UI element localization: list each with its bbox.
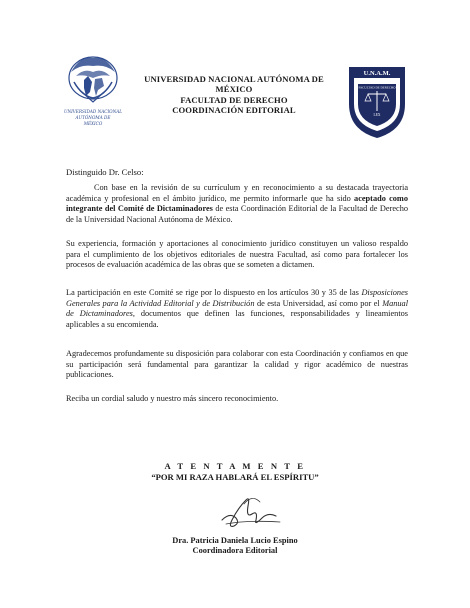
institution-heading xyxy=(128,74,340,116)
paragraph-1-bold: aceptado como integrante del Comité de Dictaminadores xyxy=(66,193,408,214)
signer-title: Coordinadora Editorial xyxy=(192,546,278,556)
paragraph-3-text-mid: de esta Universidad, así como por el xyxy=(254,298,383,308)
paragraph-1-text-end: de esta Coordinación Editorial de la Facultad de Derecho de la Universidad Nacional Autónoma de México. xyxy=(66,204,408,224)
paragraph-2: Su experiencia, formación y aportaciones al conocimiento jurídico constituyen un valioso respaldo para el cumplimiento de los objetivos editoriales de nuestra Facultad, así como para fortalecer los procesos de evaluación académica de las obras que se someten a dictamen. xyxy=(66,239,408,270)
shield-motto-text: LEX xyxy=(373,113,381,117)
paragraph-3-italic-2: Manual de Dictaminadores xyxy=(66,298,408,319)
closing-block xyxy=(120,461,350,483)
heading-line-2: MÉXICO xyxy=(215,84,253,95)
signer-block xyxy=(120,536,350,557)
seal-text-line-3: MÉXICO xyxy=(83,121,103,126)
paragraph-1 xyxy=(66,183,408,225)
shield-top-text: U.N.A.M. xyxy=(363,70,391,77)
faculty-shield-logo xyxy=(346,64,408,140)
signer-name: Dra. Patricia Daniela Lucio Espino xyxy=(172,536,298,545)
paragraph-5: Reciba un cordial saludo y nuestro más sincero reconocimiento. xyxy=(66,394,279,403)
paragraph-4: Agradecemos profundamente su disposición para colaborar con esta Coordinación y confiamos en que su participación será fundamental para garantizar la calidad y rigor académico de nuestras publicaciones. xyxy=(66,349,408,380)
paragraph-1-text: Con base en la revisión de su currículum y en reconocimiento a su destacada trayectoria académica y profesional en el ámbito jurídico, me permito informarle que ha sido xyxy=(66,183,408,203)
seal-text-line-2: AUTÓNOMA DE xyxy=(75,115,111,120)
paragraph-3-text: La participación en este Comité se rige por lo dispuesto en los artículos 30 y 35 de las xyxy=(66,288,362,297)
heading-line-3: FACULTAD DE DERECHO xyxy=(180,94,288,105)
paragraph-3 xyxy=(66,288,408,330)
heading-line-4: COORDINACIÓN EDITORIAL xyxy=(172,105,296,116)
heading-line-1: UNIVERSIDAD NACIONAL AUTÓNOMA DE xyxy=(144,74,324,84)
motto-line: “POR MI RAZA HABLARÁ EL ESPÍRITU” xyxy=(151,472,319,482)
salutation: Distinguido Dr. Celso: xyxy=(66,167,144,177)
unam-seal-logo xyxy=(62,52,124,136)
shield-side-text: FACULTAD DE DERECHO xyxy=(358,85,396,90)
seal-text-line-1: UNIVERSIDAD NACIONAL xyxy=(63,109,123,114)
paragraph-3-italic-1: Disposiciones Generales para la Actividad Editorial y de Distribución xyxy=(66,288,408,308)
atentamente-line: A T E N T A M E N T E xyxy=(164,461,306,471)
paragraph-3-text-end: , documentos que definen las funciones, responsabilidades y lineamientos aplicables a su encomienda. xyxy=(66,309,409,329)
handwritten-signature xyxy=(216,490,286,532)
